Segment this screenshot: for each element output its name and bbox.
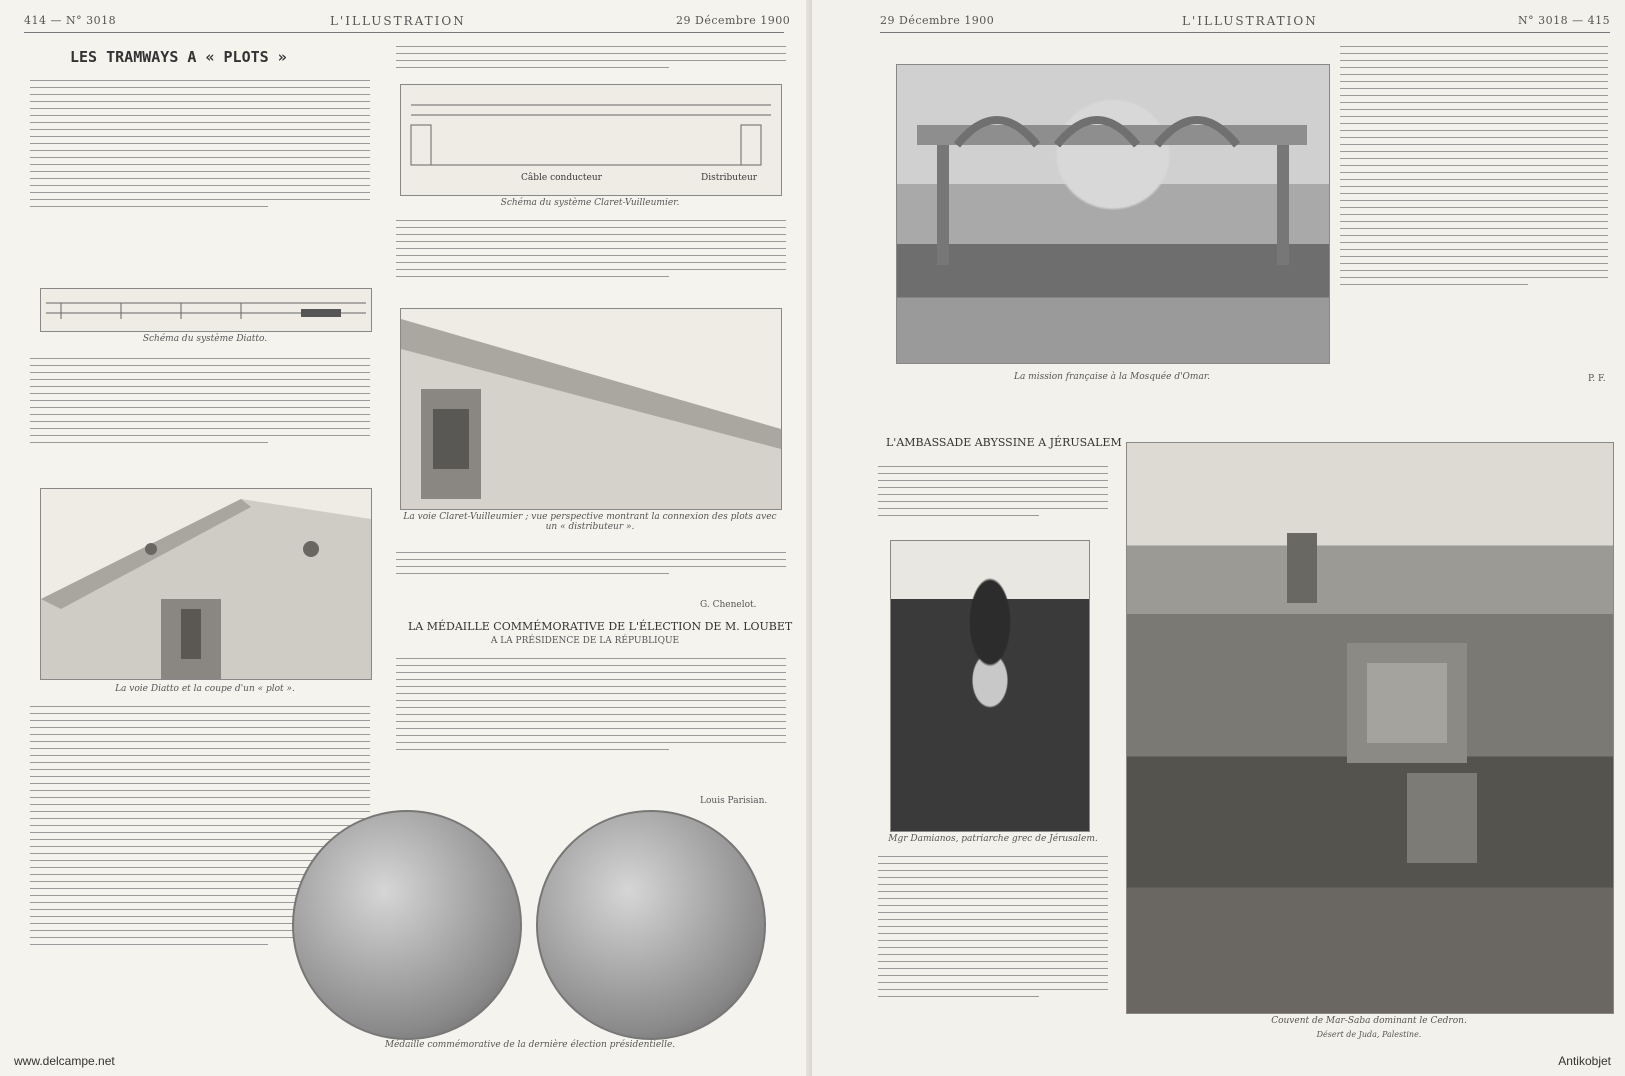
left-date: 29 Décembre 1900 [676,14,791,27]
signature-pf: P. F. [1588,374,1606,384]
claret-schema-diagram [400,84,782,196]
distributor-label: Distributeur [701,173,758,183]
medal-obverse-image [292,810,522,1040]
cable-label: Câble conducteur [521,173,602,183]
diatto-schema-caption: Schéma du système Diatto. [142,334,268,344]
diatto-schema-diagram [40,288,372,332]
watermark-left: www.delcampe.net [14,1054,115,1068]
right-folio: N° 3018 — 415 [1518,14,1611,27]
medal-article-title: LA MÉDAILLE COMMÉMORATIVE DE L'ÉLECTION DE M. LOUBET [408,620,793,633]
medal-text [396,652,786,792]
signature-parisian: Louis Parisian. [700,796,768,806]
right-page [812,0,1625,1076]
medal-article-subtitle: A LA PRÉSIDENCE DE LA RÉPUBLIQUE [490,636,680,646]
tramways-text-5 [396,214,786,304]
patriarch-caption: Mgr Damianos, patriarche grec de Jérusalem. [888,834,1098,844]
right-masthead: L'ILLUSTRATION [1182,14,1318,28]
mosque-caption: La mission française à la Mosquée d'Omar. [1013,372,1211,382]
tramways-text-2 [30,352,370,482]
medal-reverse-image [536,810,766,1040]
mosque-photo [896,64,1330,364]
mar-saba-convent-photo [1126,442,1614,1014]
left-page [0,0,812,1076]
watermark-right: Antikobjet [1558,1054,1611,1068]
left-folio: 414 — N° 3018 [24,14,117,27]
abyssinian-text-top [1340,40,1608,370]
diatto-track-caption: La voie Diatto et la coupe d'un « plot ». [115,684,295,694]
abyssinian-title: L'AMBASSADE ABYSSINE A JÉRUSALEM [886,436,1122,449]
medal-caption: Médaille commémorative de la dernière élection présidentielle. [384,1040,676,1050]
diatto-track-illustration [40,488,372,680]
right-date: 29 Décembre 1900 [880,14,995,27]
claret-track-caption: La voie Claret-Vuilleumier ; vue perspective montrant la connexion des plots avec un « distributeur ». [403,512,777,532]
left-masthead: L'ILLUSTRATION [330,14,466,28]
header-rule [880,32,1610,33]
tramways-text-1 [30,74,370,274]
tramways-text-6 [396,546,786,596]
tramways-title: LES TRAMWAYS A « PLOTS » [70,48,287,66]
claret-track-illustration [400,308,782,510]
claret-schema-caption: Schéma du système Claret-Vuilleumier. [500,198,680,208]
signature-chenelot: G. Chenelot. [700,600,757,610]
convent-subcaption: Désert de Juda, Palestine. [1316,1030,1422,1039]
patriarch-portrait [890,540,1090,832]
abyssinian-text-1 [878,460,1108,532]
tramways-text-4 [396,40,786,80]
abyssinian-text-2 [878,850,1108,1050]
convent-caption: Couvent de Mar-Saba dominant le Cedron. [1271,1016,1467,1026]
header-rule [24,32,784,33]
